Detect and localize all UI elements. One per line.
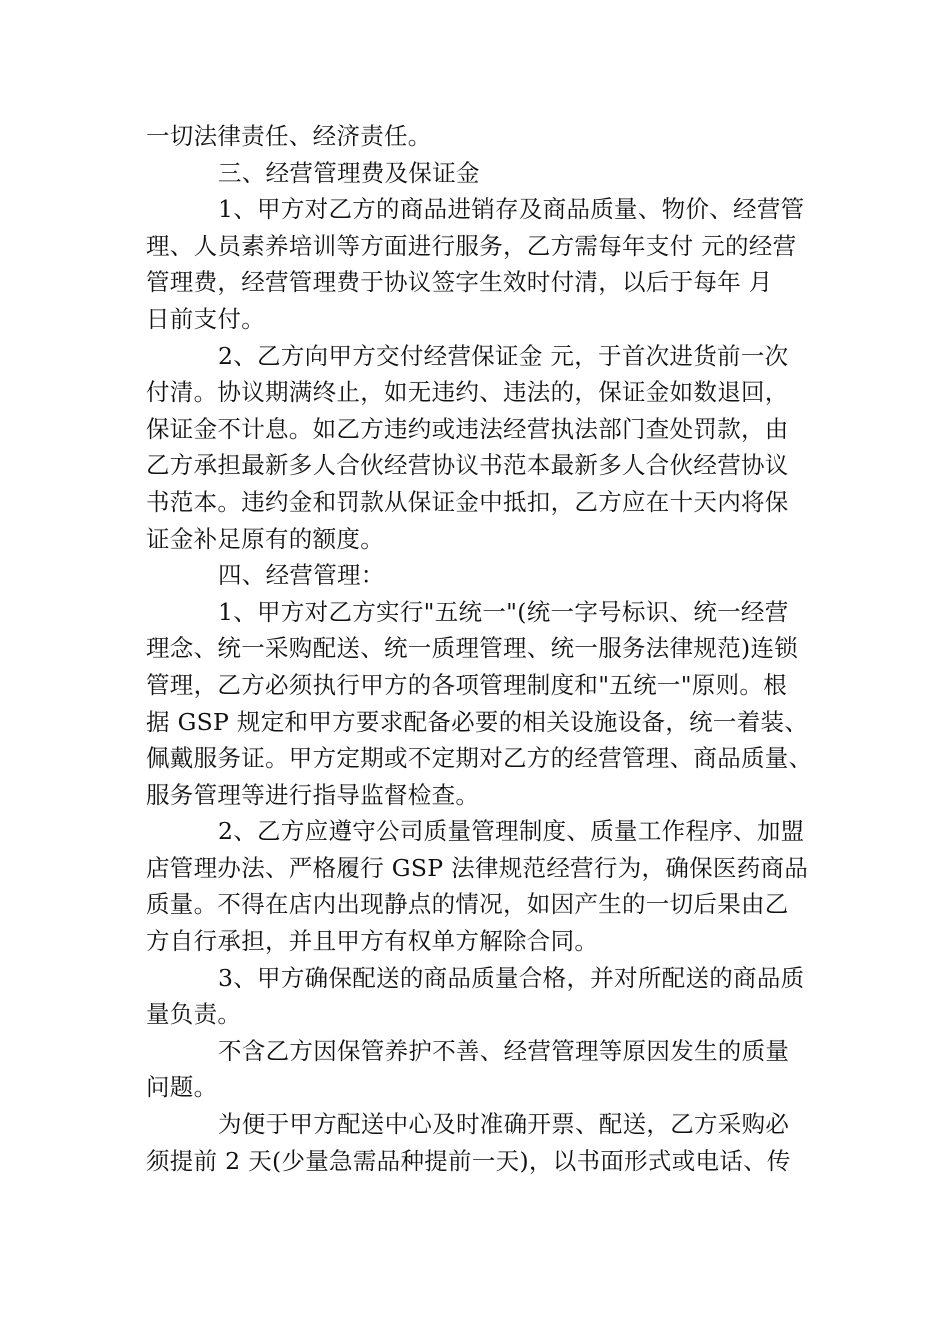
- text-line: 乙方承担最新多人合伙经营协议书范本最新多人合伙经营协议: [146, 451, 789, 480]
- section-heading-fee-deposit: 三、经营管理费及保证金: [218, 158, 480, 187]
- text-line: 量负责。: [146, 1000, 242, 1029]
- text-line: 3、甲方确保配送的商品质量合格，并对所配送的商品质: [218, 963, 805, 992]
- text-line: 服务管理等进行指导监督检查。: [146, 780, 480, 809]
- text-line: 管理，乙方必须执行甲方的各项管理制度和"五统一"原则。根: [146, 670, 788, 699]
- text-line: 方自行承担，并且甲方有权单方解除合同。: [146, 927, 599, 956]
- section-heading-management: 四、经营管理：: [218, 561, 385, 590]
- text-line: 保证金不计息。如乙方违约或违法经营执法部门查处罚款，由: [146, 414, 789, 443]
- text-line: 付清。协议期满终止，如无违约、违法的，保证金如数退回，: [146, 378, 789, 407]
- text-line: 理念、统一采购配送、统一质理管理、统一服务法律规范)连锁: [146, 634, 799, 663]
- text-line: 问题。: [146, 1073, 218, 1102]
- text-line: 为便于甲方配送中心及时准确开票、配送，乙方采购必: [218, 1110, 790, 1139]
- text-line: 理、人员素养培训等方面进行服务，乙方需每年支付 元的经营: [146, 231, 797, 260]
- text-line: 书范本。违约金和罚款从保证金中抵扣，乙方应在十天内将保: [146, 487, 789, 516]
- text-line: 据 GSP 规定和甲方要求配备必要的相关设施设备，统一着装、: [146, 707, 809, 736]
- text-line: 店管理办法、严格履行 GSP 法律规范经营行为，确保医药商品: [146, 853, 809, 882]
- text-line: 一切法律责任、经济责任。: [146, 122, 432, 150]
- text-line: 须提前 2 天(少量急需品种提前一天)，以书面形式或电话、传: [146, 1146, 791, 1175]
- text-line: 2、乙方应遵守公司质量管理制度、质量工作程序、加盟: [218, 817, 805, 846]
- text-line: 证金补足原有的额度。: [146, 524, 384, 553]
- text-line: 1、甲方对乙方的商品进销存及商品质量、物价、经营管: [218, 195, 805, 224]
- text-line: 日前支付。: [146, 304, 265, 333]
- text-line: 质量。不得在店内出现静点的情况，如因产生的一切后果由乙: [146, 890, 789, 919]
- text-line: 2、乙方向甲方交付经营保证金 元，于首次进货前一次: [218, 341, 789, 370]
- text-line: 不含乙方因保管养护不善、经营管理等原因发生的质量: [218, 1036, 790, 1065]
- text-line: 1、甲方对乙方实行"五统一"(统一字号标识、统一经营: [218, 597, 789, 626]
- text-line: 佩戴服务证。甲方定期或不定期对乙方的经营管理、商品质量、: [146, 744, 813, 773]
- text-line: 管理费，经营管理费于协议签字生效时付清，以后于每年 月: [146, 268, 773, 297]
- document-body: [146, 118, 813, 1179]
